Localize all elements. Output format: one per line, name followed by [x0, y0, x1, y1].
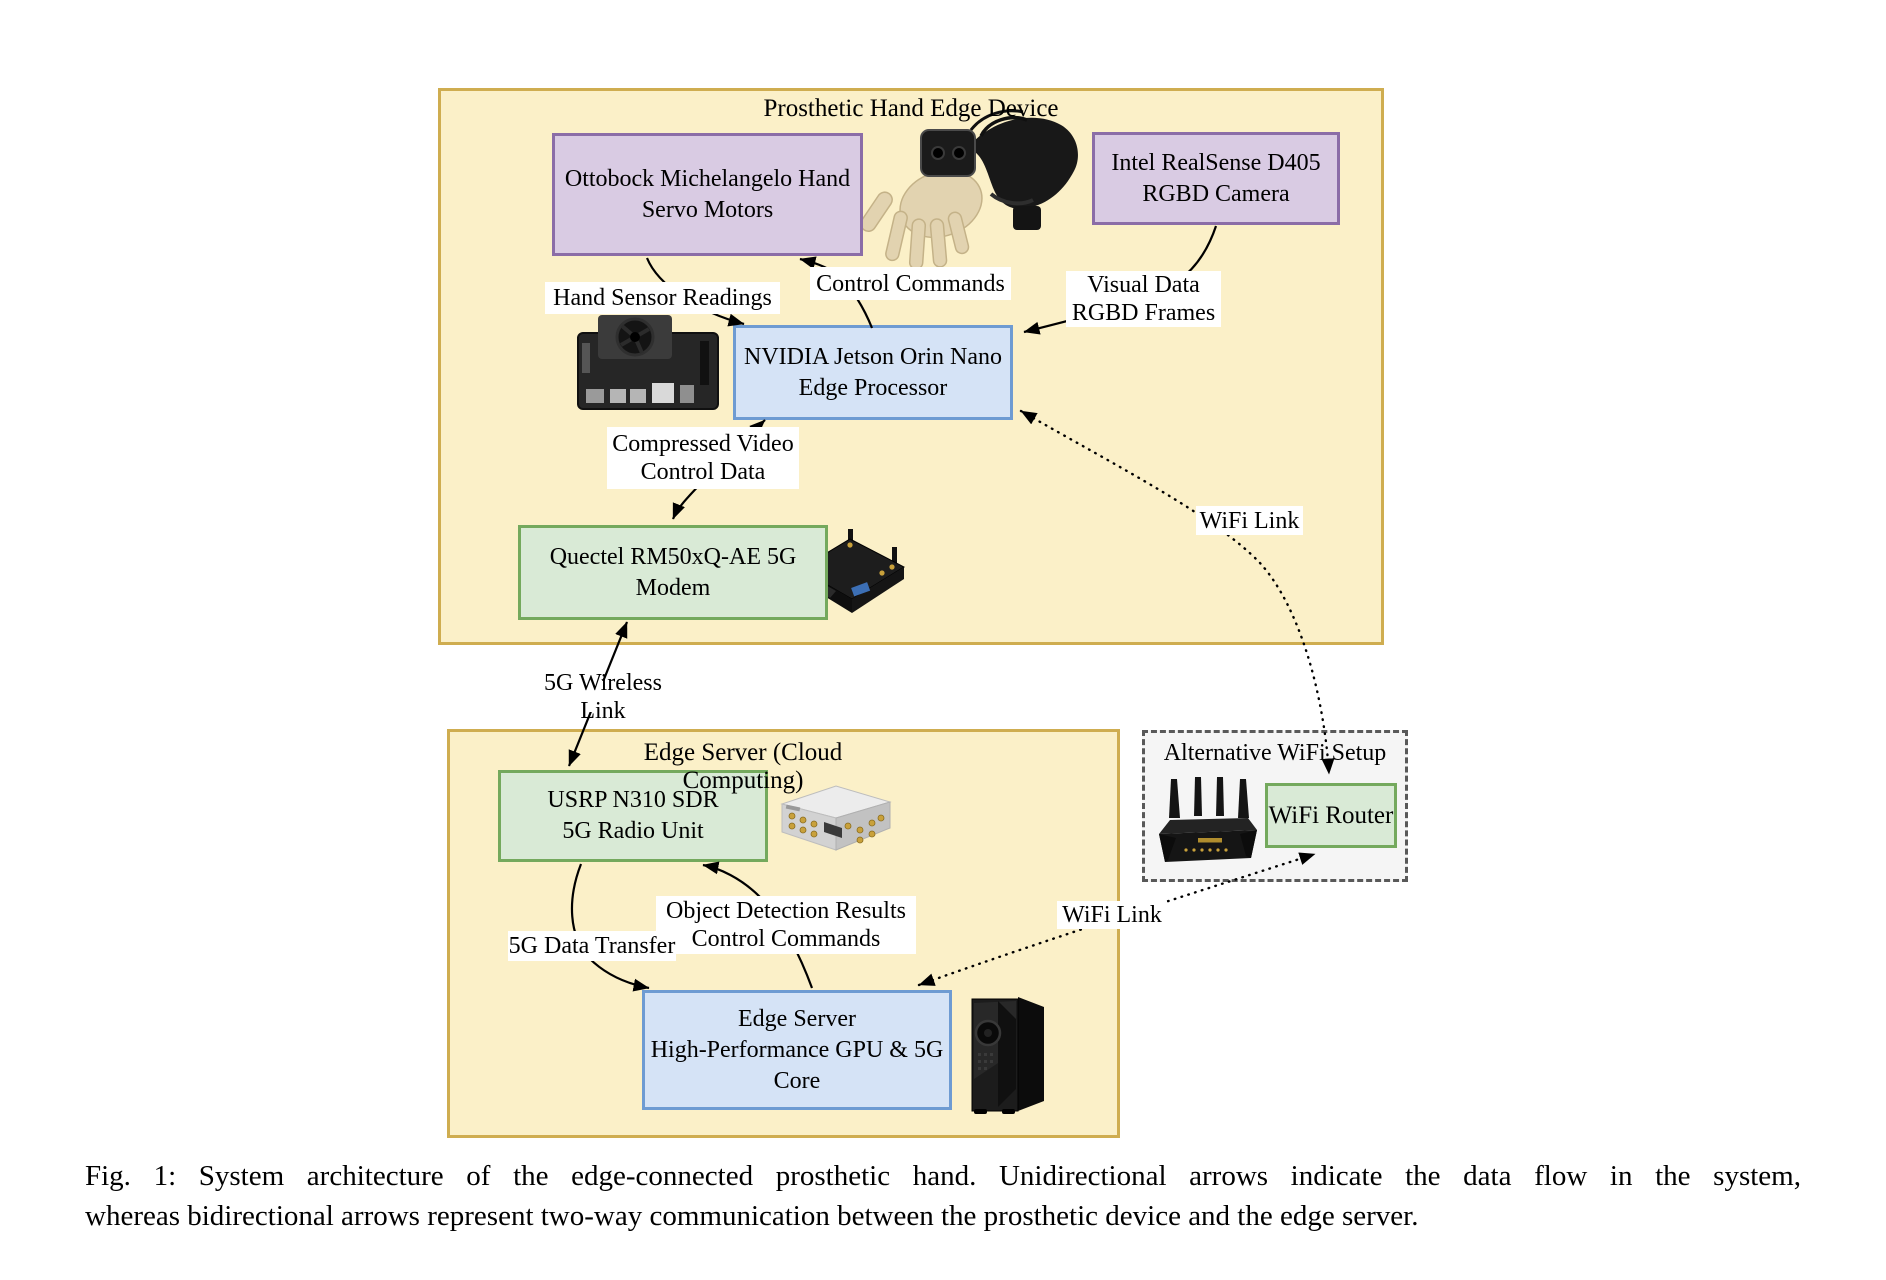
object-detection-line1: Object Detection Results	[666, 898, 906, 924]
wifi-router-label: WiFi Router	[1268, 802, 1394, 829]
quectel-modem-box	[518, 525, 828, 620]
control-commands-text: Control Commands	[816, 270, 1005, 297]
5g-data-transfer-text: 5G Data Transfer	[508, 933, 676, 959]
bottom-container-title: Edge Server (Cloud Computing)	[643, 739, 843, 794]
quectel-line1: Quectel RM50xQ-AE 5G	[549, 543, 797, 570]
nvidia-line1: NVIDIA Jetson Orin Nano	[744, 343, 1002, 370]
compressed-video-line1: Compressed Video	[612, 431, 794, 457]
ottobock-line2: Servo Motors	[641, 196, 774, 223]
wifi-link-bottom-text: WiFi Link	[1062, 902, 1162, 928]
intel-realsense-camera-box	[1092, 132, 1340, 225]
wifi-link-bottom-label	[1057, 901, 1167, 929]
visual-data-line2: RGBD Frames	[1071, 300, 1216, 326]
wifi-link-top-label	[1196, 506, 1303, 535]
hand-sensor-readings-text: Hand Sensor Readings	[553, 285, 772, 311]
usrp-line1: USRP N310 SDR	[547, 787, 719, 813]
ottobock-servo-motors-box	[552, 133, 863, 256]
wifi-router-photo	[1156, 776, 1261, 864]
compressed-video-line2: Control Data	[640, 459, 766, 485]
visual-data-label	[1066, 271, 1221, 327]
5g-data-transfer-label	[508, 931, 676, 961]
caption-line2: whereas bidirectional arrows represent two-way communication between the prosthetic device and the edge server.	[85, 1200, 1419, 1232]
nvidia-line2: Edge Processor	[798, 374, 948, 401]
visual-data-line1: Visual Data	[1087, 272, 1200, 298]
hand-sensor-readings-label	[545, 282, 780, 314]
object-detection-results-label	[656, 896, 916, 954]
control-commands-label	[810, 267, 1011, 300]
nvidia-jetson-box	[733, 325, 1013, 420]
intel-line1: Intel RealSense D405	[1111, 149, 1321, 176]
jetson-board-photo	[572, 313, 724, 417]
wifi-router-box	[1265, 783, 1397, 848]
figure-caption	[85, 1156, 1801, 1236]
5g-wireless-link-label	[519, 669, 687, 724]
caption-line1: Fig. 1: System architecture of the edge-connected prosthetic hand. Unidirectional arrows indicate the data flow in the system,	[85, 1160, 1801, 1192]
quectel-line2: Modem	[635, 574, 711, 601]
edge-server-line1: Edge Server	[738, 1005, 856, 1032]
edge-server-gpu-box	[642, 990, 952, 1110]
intel-line2: RGBD Camera	[1142, 180, 1290, 207]
edge-server-line2: High-Performance GPU & 5G	[650, 1036, 944, 1063]
compressed-video-label	[607, 427, 799, 489]
alt-wifi-container-title: Alternative WiFi Setup	[1163, 740, 1387, 766]
wifi-link-top-text: WiFi Link	[1199, 507, 1300, 534]
edge-server-line3: Core	[773, 1067, 821, 1094]
usrp-line2: 5G Radio Unit	[562, 818, 704, 844]
ottobock-line1: Ottobock Michelangelo Hand	[564, 165, 851, 192]
prosthetic-hand-photo	[863, 108, 1088, 270]
5g-wireless-link-text: 5G Wireless Link	[544, 669, 662, 724]
object-detection-line2: Control Commands	[691, 926, 881, 952]
top-container-title: Prosthetic Hand Edge Device	[763, 95, 1059, 122]
pc-tower-photo	[962, 993, 1052, 1115]
